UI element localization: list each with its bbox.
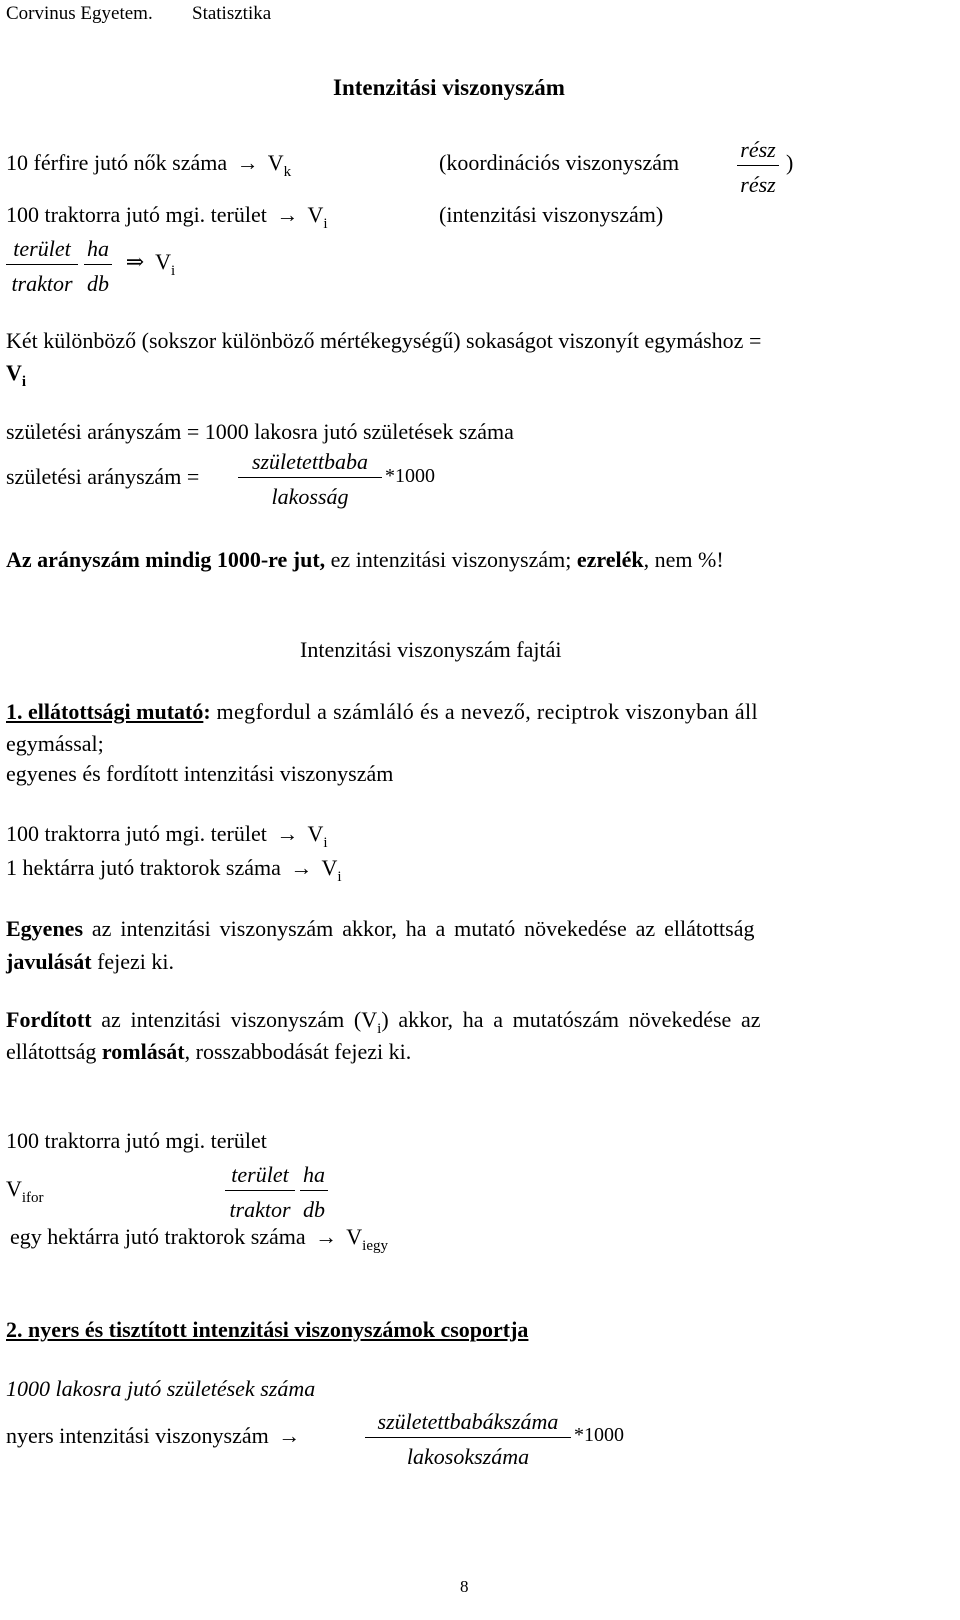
fraction-ha-db	[84, 236, 112, 297]
fraction-numerator: rész	[740, 137, 776, 162]
fraction-numerator: születettbabákszáma	[377, 1409, 559, 1434]
birth-multiplier: *1000	[385, 465, 435, 487]
var-v: V	[307, 202, 324, 227]
egyenes-text-1: az intenzitási viszonyszám akkor, ha a mutató növekedése az ellátottság	[83, 916, 755, 941]
intro-line-2-paren: (intenzitási viszonyszám)	[439, 202, 664, 227]
fraction-denominator: lakosság	[271, 484, 349, 509]
intro-line-3-result	[120, 249, 176, 279]
egyenes-line-2	[6, 951, 174, 973]
forditott-text-1: az intenzitási viszonyszám (V	[91, 1007, 378, 1032]
fraction-numerator: születettbaba	[251, 449, 369, 474]
item2-line-2	[6, 1425, 304, 1447]
definition-text: Két különböző (sokszor különböző mértékegységű) sokaságot viszonyít egymáshoz =	[6, 328, 762, 353]
example-text: egy hektárra jutó traktorok száma	[10, 1224, 306, 1249]
item1-line-2: egymással;	[6, 731, 104, 756]
header-left: Corvinus Egyetem.	[6, 3, 153, 24]
implies-arrow-icon: ⇒	[125, 249, 145, 274]
var-sub: ifor	[21, 1190, 44, 1206]
definition-var	[6, 360, 27, 390]
birth-line-1: születési arányszám = 1000 lakosra jutó születések száma	[6, 419, 514, 444]
fraction-denominator: db	[87, 271, 109, 296]
item2-multiplier: *1000	[574, 1424, 624, 1446]
intro-line-1-close: )	[786, 150, 794, 175]
intro-line-2-text: 100 traktorra jutó mgi. terület	[6, 202, 267, 227]
header-right: Statisztika	[192, 3, 272, 24]
fraction-numerator: terület	[231, 1162, 289, 1187]
note-text-2: ez intenzitási viszonyszám;	[325, 547, 577, 572]
right-arrow-icon: →	[276, 821, 299, 846]
right-arrow-icon: →	[290, 855, 313, 880]
egyenes-text-2: fejezi ki.	[91, 949, 175, 974]
var-sub: i	[171, 263, 176, 279]
var-v: V	[6, 1176, 22, 1201]
forditott-text-2b: , rosszabbodását fejezi ki.	[184, 1039, 412, 1064]
fraction-denominator: traktor	[11, 271, 73, 296]
item1-text-1: megfordul a számláló és a nevező, reciptrok viszonyban áll	[210, 699, 758, 724]
intro-line-1-text: 10 férfire jutó nők száma	[6, 150, 228, 175]
item2-text: nyers intenzitási viszonyszám	[6, 1423, 269, 1448]
section-title: Intenzitási viszonyszám fajtái	[300, 637, 562, 662]
note-bold-3: ezrelék	[576, 547, 644, 572]
fraction-numerator: ha	[87, 236, 109, 261]
var-sub: k	[283, 164, 292, 180]
var-v: V	[6, 360, 22, 385]
var-v: V	[321, 855, 338, 880]
fraction-szuletettbaba-lakossag	[238, 449, 382, 510]
var-v: V	[307, 821, 324, 846]
intro-line-2	[6, 202, 328, 232]
example-text: 1 hektárra jutó traktorok száma	[6, 855, 281, 880]
egyenes-bold-2: javulását	[6, 949, 92, 974]
item2-line-1: 1000 lakosra jutó születések száma	[6, 1376, 316, 1401]
forditott-line-1	[6, 1007, 761, 1037]
item1-line-1	[6, 701, 928, 723]
var-sub: i	[323, 216, 328, 232]
var-v: V	[155, 249, 171, 274]
fraction-denominator: traktor	[229, 1197, 291, 1222]
example2-line-3	[10, 1224, 388, 1254]
fraction-numerator: ha	[303, 1162, 325, 1187]
item2-heading: 2. nyers és tisztított intenzitási viszonyszámok csoportja	[6, 1317, 529, 1342]
intro-line-1-paren: (koordinációs viszonyszám	[439, 150, 680, 175]
fraction-terulet-traktor-2	[225, 1162, 295, 1223]
fraction-denominator: lakosokszáma	[406, 1444, 530, 1469]
fraction-denominator: db	[303, 1197, 325, 1222]
egyenes-line-1	[6, 918, 755, 940]
fraction-numerator: terület	[13, 236, 71, 261]
forditott-text-1b: ) akkor, ha a mutatószám növekedése az	[381, 1007, 761, 1032]
birth-line-2-label: születési arányszám =	[6, 464, 200, 489]
var-sub: i	[377, 1021, 382, 1037]
right-arrow-icon: →	[236, 150, 259, 175]
right-arrow-icon: →	[315, 1224, 338, 1249]
fraction-resz-resz	[737, 137, 779, 198]
note	[6, 549, 724, 571]
fraction-ha-db-2	[300, 1162, 328, 1223]
var-v: V	[267, 150, 284, 175]
example2-line-1: 100 traktorra jutó mgi. terület	[6, 1128, 267, 1153]
item1-example-1	[6, 821, 328, 851]
var-v: V	[346, 1224, 363, 1249]
forditott-line-2	[6, 1041, 411, 1063]
egyenes-bold: Egyenes	[6, 916, 83, 941]
var-sub: i	[337, 869, 342, 885]
var-sub: iegy	[362, 1238, 388, 1254]
right-arrow-icon: →	[278, 1423, 301, 1448]
fraction-terulet-traktor	[6, 236, 78, 297]
item1-label: 1. ellátottsági mutató	[6, 699, 204, 724]
example-text: 100 traktorra jutó mgi. terület	[6, 821, 267, 846]
page-title: Intenzitási viszonyszám	[333, 75, 565, 100]
item1-colon: :	[203, 699, 211, 724]
forditott-bold-2: romlását	[101, 1039, 185, 1064]
item1-line-3: egyenes és fordított intenzitási viszonyszám	[6, 761, 394, 786]
item1-example-2	[6, 855, 342, 885]
note-bold-1: Az arányszám mindig 1000-re jut,	[6, 547, 326, 572]
var-sub: i	[323, 835, 328, 851]
intro-line-1	[6, 150, 292, 180]
page-number: 8	[460, 1577, 469, 1596]
forditott-bold: Fordított	[6, 1007, 92, 1032]
fraction-denominator: rész	[740, 172, 776, 197]
var-sub: i	[21, 374, 27, 390]
forditott-text-2a: ellátottság	[6, 1039, 102, 1064]
fraction-szuletettbabak-lakosok	[365, 1409, 571, 1470]
right-arrow-icon: →	[276, 202, 299, 227]
example2-var	[6, 1176, 44, 1206]
note-text-4: , nem %!	[643, 547, 724, 572]
